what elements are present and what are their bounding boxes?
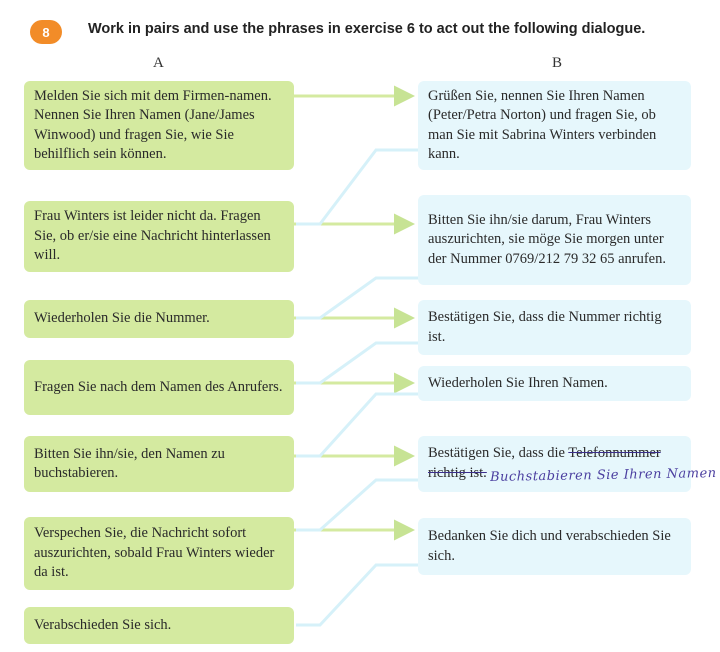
arrow-b1-to-a2	[296, 150, 418, 224]
dialogue-b-item-4: Wiederholen Sie Ihren Namen.	[418, 366, 691, 401]
arrow-b3-to-a4	[296, 343, 418, 383]
dialogue-a-item-7: Verabschieden Sie sich.	[24, 607, 294, 644]
handwritten-correction: Buchstabieren Sie Ihren Namen	[489, 466, 717, 485]
arrow-b5-to-a6	[296, 480, 418, 530]
arrow-b4-to-a5	[296, 394, 418, 456]
column-heading-a: A	[153, 55, 164, 71]
struck-word-telefonnummer: Telefonnummer	[568, 445, 661, 461]
dialogue-a-item-2: Frau Winters ist leider nicht da. Fragen Sie, ob er/sie eine Nachricht hinterlassen will.	[24, 201, 294, 272]
dialogue-b-item-3: Bestätigen Sie, dass die Nummer richtig ist.	[418, 300, 691, 355]
dialogue-a-item-6: Verspechen Sie, die Nachricht sofort auszurichten, sobald Frau Winters wieder da ist.	[24, 517, 294, 590]
arrow-b2-to-a3	[296, 278, 418, 318]
dialogue-b-item-1: Grüßen Sie, nennen Sie Ihren Namen (Peter/Petra Norton) und fragen Sie, ob man Sie mit Sabrina Winters verbinden kann.	[418, 81, 691, 170]
dialogue-a-item-3: Wiederholen Sie die Nummer.	[24, 300, 294, 338]
exercise-instruction: Work in pairs and use the phrases in exercise 6 to act out the following dialogue.	[88, 21, 646, 37]
exercise-number-badge: 8	[30, 20, 62, 44]
dialogue-b-item-2: Bitten Sie ihn/sie darum, Frau Winters auszurichten, sie möge Sie morgen unter der Nummer 0769/212 79 32 65 anrufen.	[418, 195, 691, 285]
dialogue-a-item-5: Bitten Sie ihn/sie, den Namen zu buchstabieren.	[24, 436, 294, 492]
column-heading-b: B	[552, 55, 563, 71]
arrow-b6-to-a7	[296, 565, 418, 625]
struck-words-richtig-ist: richtig ist.	[428, 464, 487, 481]
dialogue-b-item-6: Bedanken Sie dich und verabschieden Sie sich.	[418, 518, 691, 575]
dialogue-a-item-1: Melden Sie sich mit dem Firmen-namen. Nennen Sie Ihren Namen (Jane/James Winwood) und fragen Sie, wie Sie behilflich sein können.	[24, 81, 294, 170]
dialogue-a-item-4: Fragen Sie nach dem Namen des Anrufers.	[24, 360, 294, 415]
b-item-5-text: Bestätigen Sie, dass die	[428, 445, 569, 461]
